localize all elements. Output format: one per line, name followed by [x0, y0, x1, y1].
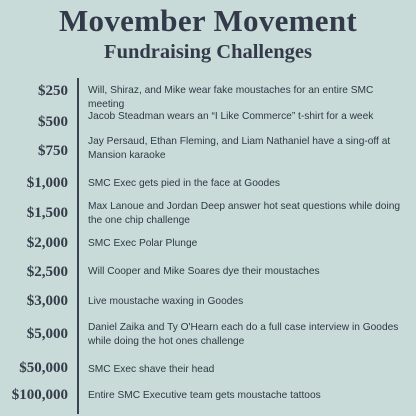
challenge-amount: $250: [38, 83, 68, 99]
challenge-description: Jacob Steadman wears an “I Like Commerce” t-shirt for a week: [88, 111, 374, 122]
vertical-divider: [77, 78, 79, 414]
challenge-description: Will, Shiraz, and Mike wear fake moustaches for an entire SMC meeting: [88, 85, 374, 110]
page-title: Movember Movement: [58, 3, 358, 38]
challenge-amount: $3,000: [26, 293, 68, 309]
challenge-amount: $100,000: [11, 387, 68, 403]
challenge-amount: $500: [38, 114, 68, 130]
challenge-description: Max Lanoue and Jordan Deep answer hot seat questions while doing the one chip challenge: [88, 201, 401, 226]
challenge-amount: $2,000: [26, 235, 68, 251]
challenge-description: SMC Exec Polar Plunge: [88, 238, 198, 249]
challenge-description: Daniel Zaika and Ty O'Hearn each do a full case interview in Goodes while doing the hot ones challenge: [88, 322, 399, 347]
challenge-description: SMC Exec gets pied in the face at Goodes: [88, 178, 280, 189]
page-subtitle: Fundraising Challenges: [104, 41, 312, 63]
challenge-description: Entire SMC Executive team gets moustache tattoos: [88, 390, 321, 401]
challenge-description: Jay Persaud, Ethan Fleming, and Liam Nathaniel have a sing-off at Mansion karaoke: [88, 136, 391, 161]
challenge-amount: $1,000: [26, 175, 68, 191]
challenge-amount: $1,500: [26, 205, 68, 221]
challenge-description: Live moustache waxing in Goodes: [88, 296, 244, 307]
challenge-amount: $750: [38, 143, 68, 159]
challenge-amount: $2,500: [26, 264, 68, 280]
challenge-amount: $50,000: [19, 360, 68, 376]
challenge-description: SMC Exec shave their head: [88, 364, 215, 375]
challenge-amount: $5,000: [26, 326, 68, 342]
challenge-description: Will Cooper and Mike Soares dye their moustaches: [88, 266, 320, 277]
